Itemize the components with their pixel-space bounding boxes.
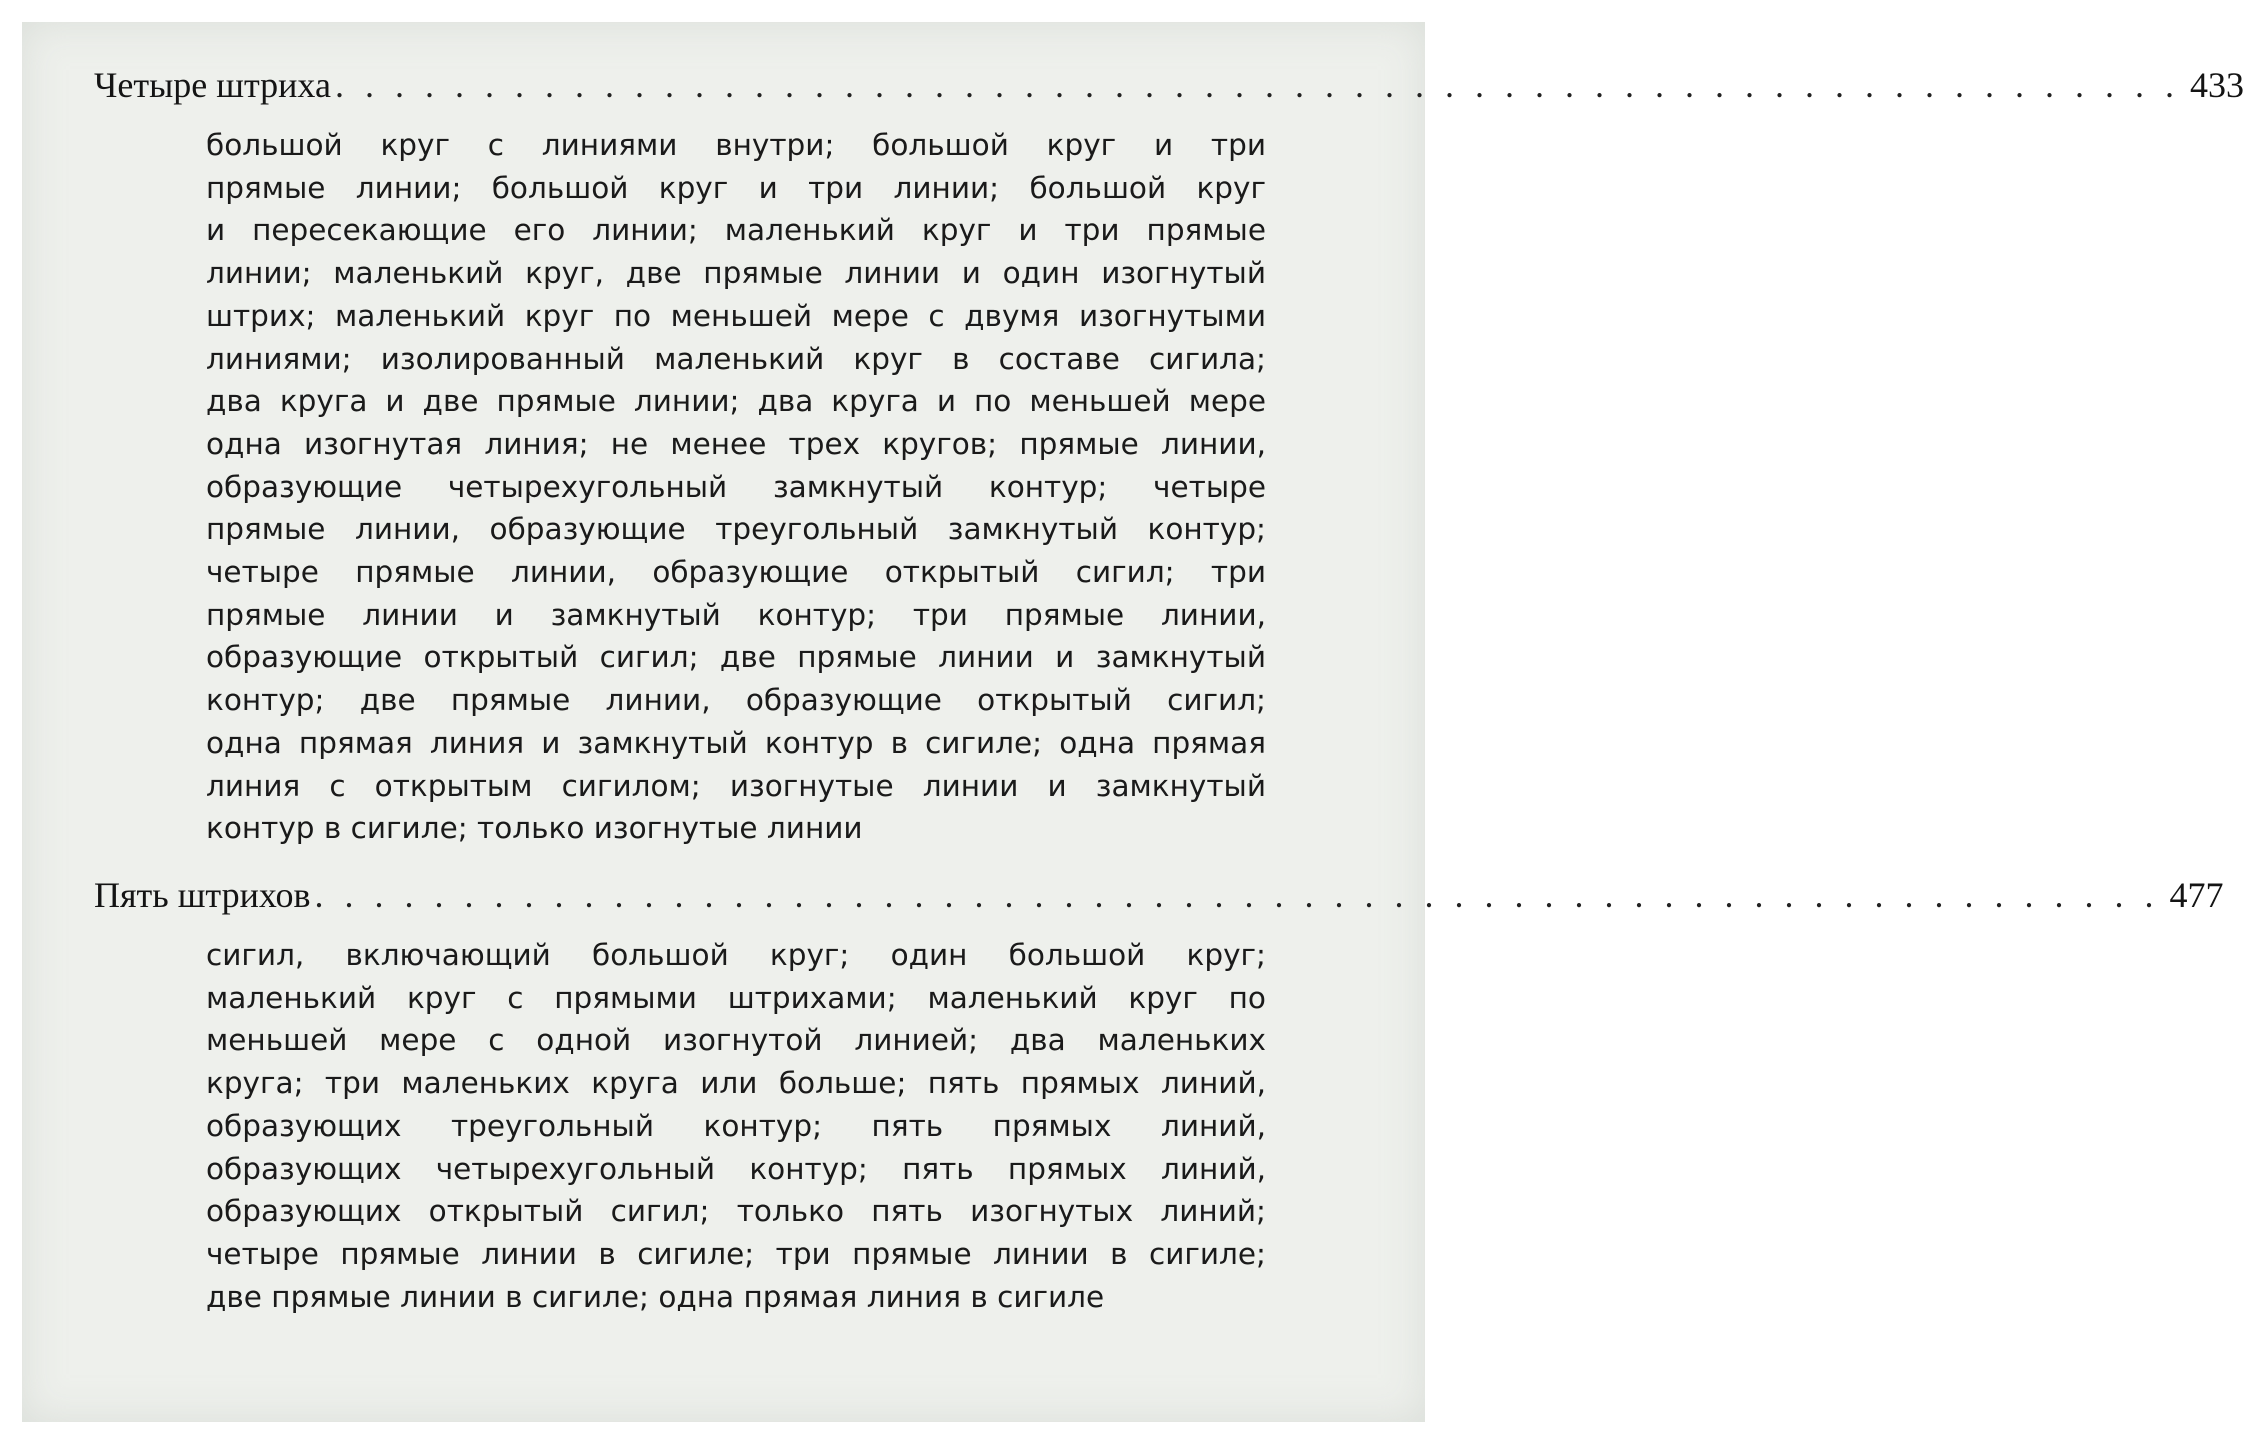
text-line: маленький круг с прямыми штрихами; маленький круг по (206, 980, 1266, 1015)
text-line: прямые линии и замкнутый контур; три прямые линии, (206, 597, 1266, 632)
text-line: два круга и две прямые линии; два круга и по меньшей мере (206, 384, 1266, 419)
dot-leader: . . . . . . . . . . . . . . . . . . . . . . . . . . . . . . . . . . . . . . . . . . . . . . . . . . . . . . . . . . . . . . (314, 875, 2160, 915)
entry-description (206, 934, 1266, 1318)
text-line: образующие четырехугольный замкнутый контур; четыре (206, 469, 1266, 504)
text-line: две прямые линии в сигиле; одна прямая линия в сигиле (206, 1279, 1105, 1314)
text-line: прямые линии, образующие треугольный замкнутый контур; (206, 512, 1266, 547)
entry-title: Четыре штриха (94, 65, 331, 105)
text-line: четыре прямые линии в сигиле; три прямые линии в сигиле; (206, 1236, 1266, 1271)
text-line: круга; три маленьких круга или больше; пять прямых линий, (206, 1066, 1266, 1101)
text-line: сигил, включающий большой круг; один большой круг; (206, 938, 1266, 972)
text-line: четыре прямые линии, образующие открытый сигил; три (206, 555, 1266, 590)
entry-heading (94, 64, 2244, 114)
index-entry-four-strokes (22, 64, 2244, 850)
dot-leader: . . . . . . . . . . . . . . . . . . . . . . . . . . . . . . . . . . . . . . . . . . . . . . . . . . . . . . . . . . . . . . (334, 65, 2180, 105)
page-number: 433 (2189, 65, 2244, 105)
book-page-photo (22, 22, 2244, 1422)
text-line: одна прямая линия и замкнутый контур в сигиле; одна прямая (206, 725, 1266, 760)
text-line: штрих; маленький круг по меньшей мере с двумя изогнутыми (206, 298, 1266, 333)
text-line: меньшей мере с одной изогнутой линией; два маленьких (206, 1023, 1266, 1058)
text-line: контур в сигиле; только изогнутые линии (206, 811, 863, 846)
text-line: прямые линии; большой круг и три линии; большой круг (206, 170, 1266, 205)
text-line: и пересекающие его линии; маленький круг и три прямые (206, 213, 1266, 248)
text-line: одна изогнутая линия; не менее трех кругов; прямые линии, (206, 426, 1266, 461)
text-line: образующих четырехугольный контур; пять прямых линий, (206, 1151, 1266, 1186)
text-line: линиями; изолированный маленький круг в составе сигила; (206, 341, 1266, 376)
text-line: образующих открытый сигил; только пять изогнутых линий; (206, 1194, 1266, 1229)
text-line: линия с открытым сигилом; изогнутые линии и замкнутый (206, 768, 1266, 803)
text-line: образующие открытый сигил; две прямые линии и замкнутый (206, 640, 1266, 675)
index-entry-five-strokes (22, 874, 2224, 1318)
text-line: большой круг с линиями внутри; большой круг и три (206, 128, 1266, 162)
text-line: линии; маленький круг, две прямые линии и один изогнутый (206, 256, 1266, 291)
page-number: 477 (2169, 875, 2224, 915)
text-line: контур; две прямые линии, образующие открытый сигил; (206, 683, 1266, 718)
entry-title: Пять штрихов (94, 875, 311, 915)
entry-heading (94, 874, 2224, 924)
entry-description (206, 124, 1266, 850)
text-line: образующих треугольный контур; пять прямых линий, (206, 1108, 1266, 1143)
